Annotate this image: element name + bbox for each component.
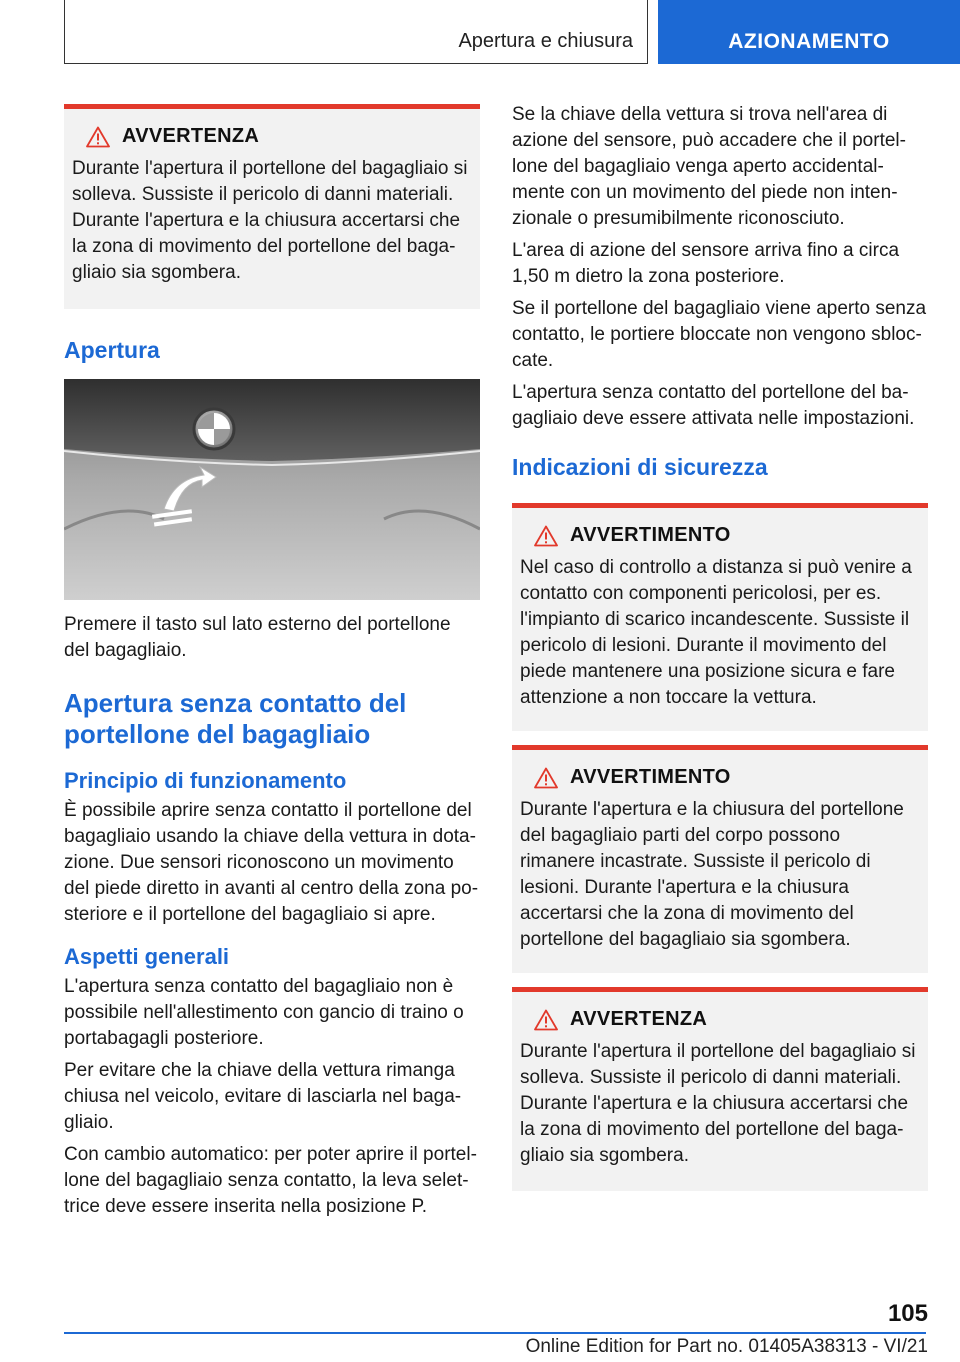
footer-divider bbox=[64, 1332, 926, 1334]
principio-text: È possibile aprire senza contatto il portellone del bagagliaio usando la chiave della vettura in dotazione. Due sensori riconoscono un movimento del piede diretto in avanti al centro della zona posteriore e il portellone del bagagliaio si apre. bbox=[64, 800, 479, 925]
header-section-title: Apertura e chiusura bbox=[458, 30, 633, 52]
warning-title-row bbox=[520, 766, 920, 789]
warning-box bbox=[512, 987, 928, 1191]
warning-title: AVVERTIMENTO bbox=[570, 766, 731, 788]
page-number: 105 bbox=[887, 1300, 928, 1327]
warning-title-row bbox=[520, 1008, 920, 1031]
right-column bbox=[512, 104, 928, 1191]
header-chapter-tab[interactable] bbox=[658, 0, 960, 64]
right-paragraph-4: L'apertura senza contatto del portellone del bagagliaio deve essere attivata nelle impostazioni. bbox=[512, 382, 915, 429]
tailgate-button-photo bbox=[64, 379, 480, 600]
warning-triangle-icon bbox=[534, 1009, 558, 1031]
warning-triangle-icon bbox=[534, 525, 558, 547]
warning-title-row bbox=[520, 524, 920, 547]
warning-text: Durante l'apertura e la chiusura del portellone del bagagliaio parti del corpo possono rimanere incastrate. Sussiste il pericolo di lesioni. Durante l'apertura e la chiusura accertarsi che la zona di movimento del portellone del bagagliaio sia sgombera. bbox=[520, 799, 904, 950]
subheading-aspetti: Aspetti generali bbox=[64, 944, 230, 969]
warning-title: AVVERTENZA bbox=[570, 1008, 708, 1030]
aspetti-paragraph-1: L'apertura senza contatto del bagagliaio non è possibile nell'allestimento con gancio di traino o portabagagli posteriore. bbox=[64, 976, 464, 1049]
warning-title: AVVERTIMENTO bbox=[570, 524, 731, 546]
warning-title: AVVERTENZA bbox=[122, 125, 260, 147]
header-chapter-title: AZIONAMENTO bbox=[728, 30, 890, 53]
warning-title-row bbox=[72, 125, 472, 148]
footer-edition: Online Edition for Part no. 01405A38313 - VI/21 bbox=[525, 1336, 928, 1357]
section-heading-handsfree: Apertura senza contatto del portellone del bagagliaio bbox=[64, 688, 407, 749]
tailgate-photo-illustration bbox=[64, 379, 480, 600]
warning-text: Nel caso di controllo a distanza si può venire a contatto con componenti pericolosi, per es. l'impianto di scarico incandescente. Sussiste il pericolo di lesioni. Durante il movimento del piede mantenere una posizione sicura e fare attenzione a non toccare la vettura. bbox=[520, 557, 912, 708]
section-heading-sicurezza: Indicazioni di sicurezza bbox=[512, 454, 768, 480]
right-paragraph-3: Se il portellone del bagagliaio viene aperto senza contatto, le portiere bloccate non vengono sbloccate. bbox=[512, 298, 927, 371]
aspetti-paragraph-2: Per evitare che la chiave della vettura rimanga chiusa nel veicolo, evitare di lasciarla nel bagagliaio. bbox=[64, 1060, 462, 1133]
header-section-box bbox=[64, 0, 648, 64]
left-column bbox=[64, 104, 480, 1226]
warning-box bbox=[64, 104, 480, 309]
warning-box bbox=[512, 503, 928, 731]
warning-triangle-icon bbox=[86, 126, 110, 148]
right-paragraph-2: L'area di azione del sensore arriva fino a circa 1,50 m dietro la zona posteriore. bbox=[512, 240, 900, 287]
subheading-principio: Principio di funzionamento bbox=[64, 768, 347, 793]
photo-caption: Premere il tasto sul lato esterno del portellone del bagagliaio. bbox=[64, 614, 451, 661]
section-heading-apertura: Apertura bbox=[64, 337, 160, 363]
right-paragraph-1: Se la chiave della vettura si trova nell'area di azione del sensore, può accadere che il portellone del bagagliaio venga aperto accidentalmente con un movimento del piede non intenzionale o presumibilmente riconosciuto. bbox=[512, 104, 906, 229]
warning-text: Durante l'apertura il portellone del bagagliaio si solleva. Sussiste il pericolo di danni materiali. Durante l'apertura e la chiusura accertarsi che la zona di movimento del portellone del bagagliaio sia sgombera. bbox=[520, 1041, 916, 1166]
warning-box bbox=[512, 745, 928, 973]
warning-triangle-icon bbox=[534, 767, 558, 789]
aspetti-paragraph-3: Con cambio automatico: per poter aprire il portellone del bagagliaio senza contatto, la leva selettrice deve essere inserita nella posizione P. bbox=[64, 1144, 477, 1217]
warning-text: Durante l'apertura il portellone del bagagliaio si solleva. Sussiste il pericolo di danni materiali. Durante l'apertura e la chiusura accertarsi che la zona di movimento del portellone del bagagliaio sia sgombera. bbox=[72, 158, 468, 283]
